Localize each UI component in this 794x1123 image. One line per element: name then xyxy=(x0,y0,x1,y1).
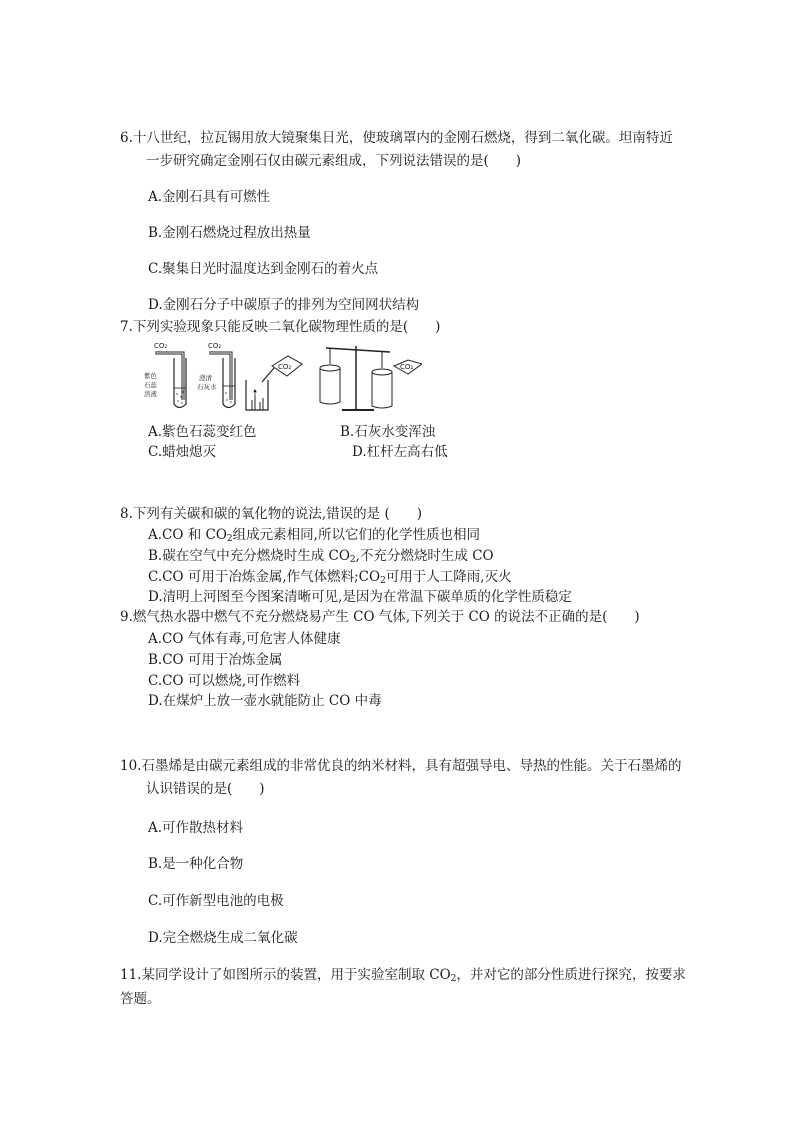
q6-option-b: B.金刚石燃烧过程放出热量 xyxy=(148,225,311,241)
q7-option-c: C.蜡烛熄灭 xyxy=(148,444,217,460)
litmus-label-3: 溶液 xyxy=(144,390,157,398)
q6-option-d: D.金刚石分子中碳原子的排列为空间网状结构 xyxy=(148,297,420,313)
q8-option-a: A.CO 和 $CO_2$组成元素相同,所以它们的化学性质也相同 xyxy=(148,527,480,544)
q6-option-c: C.聚集日光时温度达到金刚石的着火点 xyxy=(148,261,379,277)
q9-option-a: A.CO 气体有毒,可危害人体健康 xyxy=(148,631,341,647)
q10-option-b: B.是一种化合物 xyxy=(148,856,244,872)
co2-experiment-figure xyxy=(142,338,422,418)
q7-option-a: A.紫色石蕊变红色 xyxy=(148,424,257,440)
q10-option-a: A.可作散热材料 xyxy=(148,820,244,836)
q10-stem-line2: 认识错误的是( ) xyxy=(146,781,265,797)
q9-stem: 9.燃气热水器中燃气不充分燃烧易产生 CO 气体,下列关于 CO 的说法不正确的是( ) xyxy=(120,609,640,625)
co2-label-1: CO₂ xyxy=(154,342,168,350)
q9-option-c: C.CO 可以燃烧,可作燃料 xyxy=(148,673,301,689)
q11-stem-line1: 11.某同学设计了如图所示的装置，用于实验室制取 $CO_2$，并对它的部分性质进行探究，按要求 xyxy=(120,967,686,984)
q8-option-b: B.碳在空气中充分燃烧时生成 $CO_2$,不充分燃烧时生成 CO xyxy=(148,548,494,565)
litmus-label-2: 石蕊 xyxy=(144,381,157,389)
q9-option-d: D.在煤炉上放一壶水就能防止 CO 中毒 xyxy=(148,693,382,709)
co2-label-3: CO₂ xyxy=(278,363,292,371)
q7-stem: 7.下列实验现象只能反映二氧化碳物理性质的是( ) xyxy=(120,319,441,335)
co2-label-4: CO₂ xyxy=(400,363,414,371)
q9-option-b: B.CO 可用于冶炼金属 xyxy=(148,652,283,668)
q6-option-a: A.金刚石具有可燃性 xyxy=(148,189,271,205)
q6-stem-line2: 一步研究确定金刚石仅由碳元素组成，下列说法错误的是( ) xyxy=(146,153,522,169)
q10-option-d: D.完全燃烧生成二氧化碳 xyxy=(148,930,298,946)
q10-option-c: C.可作新型电池的电极 xyxy=(148,893,284,909)
limewater-label-1: 澄清 xyxy=(199,374,212,382)
q8-option-d: D.清明上河图至今图案清晰可见,是因为在常温下碳单质的化学性质稳定 xyxy=(148,589,572,605)
limewater-label-2: 石灰水 xyxy=(197,383,217,391)
litmus-test-tube xyxy=(144,342,186,408)
q11-stem-line2: 答题。 xyxy=(120,991,161,1007)
q6-stem-line1: 6.十八世纪，拉瓦锡用放大镜聚集日光，使玻璃罩内的金刚石燃烧，得到二氧化碳。坦南特近 xyxy=(120,130,673,146)
q7-option-b: B.石灰水变浑浊 xyxy=(340,424,436,440)
q10-stem-line1: 10.石墨烯是由碳元素组成的非常优良的纳米材料，具有超强导电、导热的性能。关于石墨烯的 xyxy=(120,758,682,774)
q8-stem: 8.下列有关碳和碳的氧化物的说法,错误的是 ( ) xyxy=(120,506,422,522)
lever-balance xyxy=(320,346,422,410)
limewater-test-tube xyxy=(197,342,235,408)
candle-beaker xyxy=(246,356,302,410)
q8-option-c: C.CO 可用于冶炼金属,作气体燃料$;CO_2$可用于人工降雨,灭火 xyxy=(148,569,512,586)
co2-label-2: CO₂ xyxy=(208,342,222,350)
litmus-label-1: 紫色 xyxy=(144,372,157,380)
q7-option-d: D.杠杆左高右低 xyxy=(352,444,448,460)
